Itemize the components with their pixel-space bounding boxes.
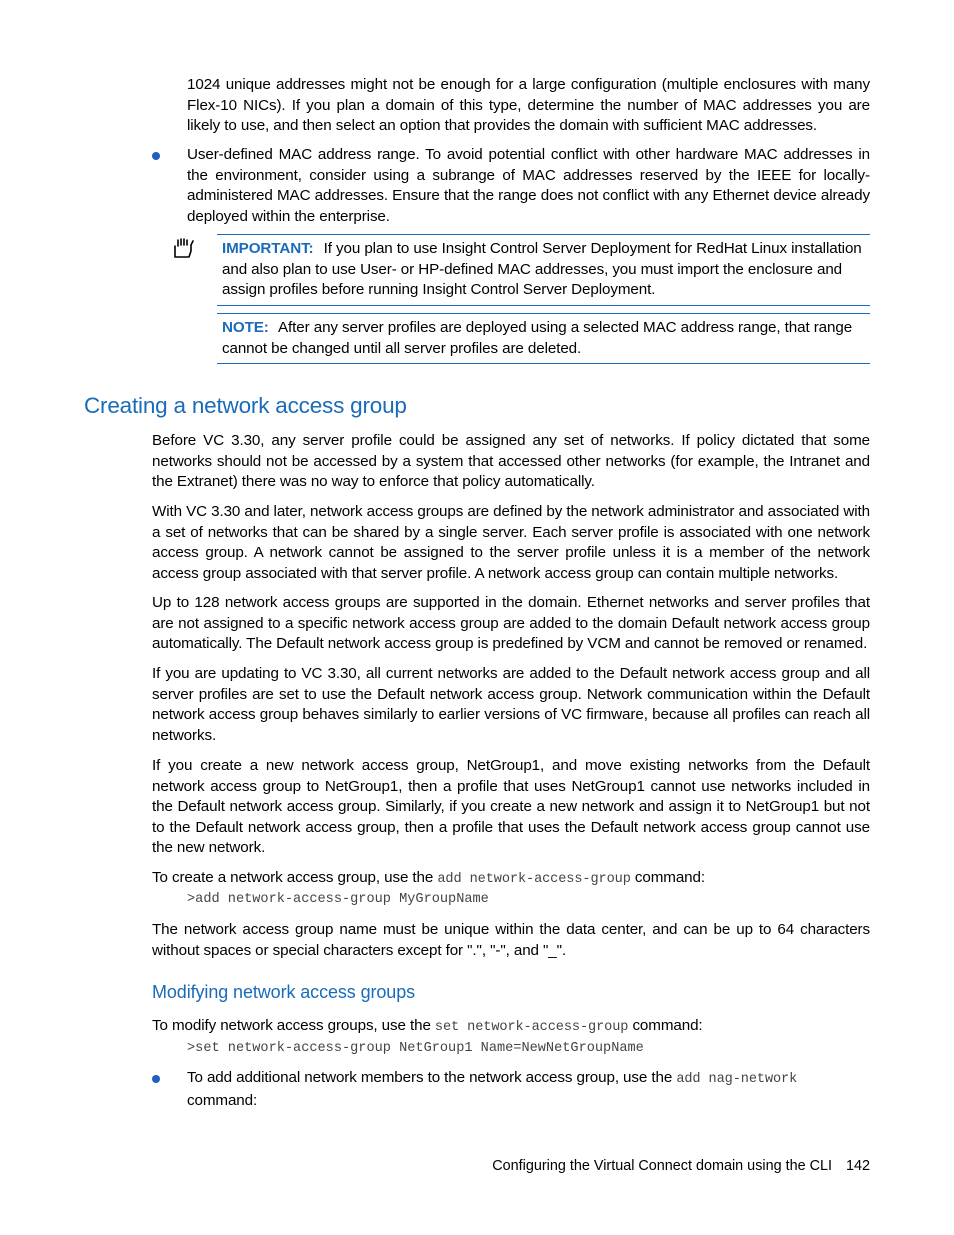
important-label: IMPORTANT: bbox=[222, 240, 314, 257]
modify-command-intro bbox=[152, 1016, 870, 1039]
add-nag-network-command: add nag-network bbox=[676, 1072, 798, 1087]
bullet-user-defined-range: User-defined MAC address range. To avoid potential conflict with other hardware MAC addresses in the environment, consider using a subrange of MAC addresses reserved by the IEEE for locally-administered MAC addresses. Ensure that the range does not conflict with any Ethernet device already deployed within the enterprise. bbox=[187, 146, 870, 225]
bullet-text-after: command: bbox=[187, 1091, 258, 1109]
page-number: 142 bbox=[845, 1158, 870, 1174]
note-callout bbox=[217, 313, 870, 364]
section-paragraph-2: With VC 3.30 and later, network access groups are defined by the network administrator and associated with a set of networks that can be shared by a single server. Each server profile is associated with one network access group. A network cannot be assigned to the server profile unless it is a member of the network access group associated with that server profile. A network access group can contain multiple networks. bbox=[152, 503, 870, 582]
modify-command-inline: set network-access-group bbox=[434, 1020, 629, 1035]
important-hand-icon bbox=[172, 237, 194, 259]
section-paragraph-3: Up to 128 network access groups are supported in the domain. Ethernet networks and server profiles that are not assigned to a specific network access group are added to the domain Default network access group automatically. The Default network access group is predefined by VCM and cannot be removed or renamed. bbox=[152, 594, 870, 653]
section-paragraph-5: If you create a new network access group, NetGroup1, and move existing networks from the Default network access group to NetGroup1, then a profile that uses NetGroup1 cannot use networks included in the Default network access group. Similarly, if you create a new network and assign it to NetGroup1 but not to the Default network access group, then a profile that uses the Default network access group cannot use the new network. bbox=[152, 757, 870, 857]
modify-command-example: >set network-access-group NetGroup1 Name=NewNetGroupName bbox=[187, 1041, 644, 1056]
modify-intro-before: To modify network access groups, use the bbox=[152, 1017, 431, 1034]
naming-rule-paragraph: The network access group name must be unique within the data center, and can be up to 64 characters without spaces or special characters except for ".", "-", and "_". bbox=[152, 921, 870, 959]
note-text: After any server profiles are deployed using a selected MAC address range, that range cannot be changed until all server profiles are deleted. bbox=[222, 319, 853, 357]
section-paragraph-1: Before VC 3.30, any server profile could be assigned any set of networks. If policy dictated that some networks should not be accessed by a system that accessed other networks (for example, the Intranet and the Extranet) there was no way to enforce that policy automatically. bbox=[152, 432, 870, 491]
modify-intro-after: command: bbox=[632, 1017, 703, 1034]
section-title: Creating a network access group bbox=[84, 393, 407, 418]
bullet-icon bbox=[152, 152, 160, 160]
note-label: NOTE: bbox=[222, 319, 269, 336]
subsection-title: Modifying network access groups bbox=[152, 982, 416, 1002]
bullet-text-before: To add additional network members to the network access group, use the bbox=[187, 1069, 673, 1086]
important-callout bbox=[217, 234, 870, 306]
create-command-intro bbox=[152, 868, 870, 891]
page-footer bbox=[492, 1158, 870, 1174]
intro-paragraph: 1024 unique addresses might not be enough for a large configuration (multiple enclosures with many Flex-10 NICs). If you plan a domain of this type, determine the number of MAC addresses you are likely to use, and then select an option that provides the domain with sufficient MAC addresses. bbox=[187, 76, 870, 135]
important-text: If you plan to use Insight Control Server Deployment for RedHat Linux installation and also plan to use User- or HP-defined MAC addresses, you must import the enclosure and assign profiles before running Insight Control Server Deployment. bbox=[222, 240, 862, 299]
create-command-example: >add network-access-group MyGroupName bbox=[187, 892, 489, 907]
section-paragraph-4: If you are updating to VC 3.30, all current networks are added to the Default network access group and all server profiles are set to use the Default network access group. Network communication within the Default network access group behaves similarly to earlier versions of VC firmware, because all profiles can reach all networks. bbox=[152, 665, 870, 744]
create-intro-after: command: bbox=[634, 869, 705, 886]
create-command-inline: add network-access-group bbox=[437, 872, 631, 887]
bullet-add-nag-network bbox=[187, 1068, 870, 1111]
footer-chapter: Configuring the Virtual Connect domain using the CLI bbox=[492, 1158, 832, 1174]
bullet-icon bbox=[152, 1075, 160, 1083]
create-intro-before: To create a network access group, use the bbox=[152, 869, 434, 886]
